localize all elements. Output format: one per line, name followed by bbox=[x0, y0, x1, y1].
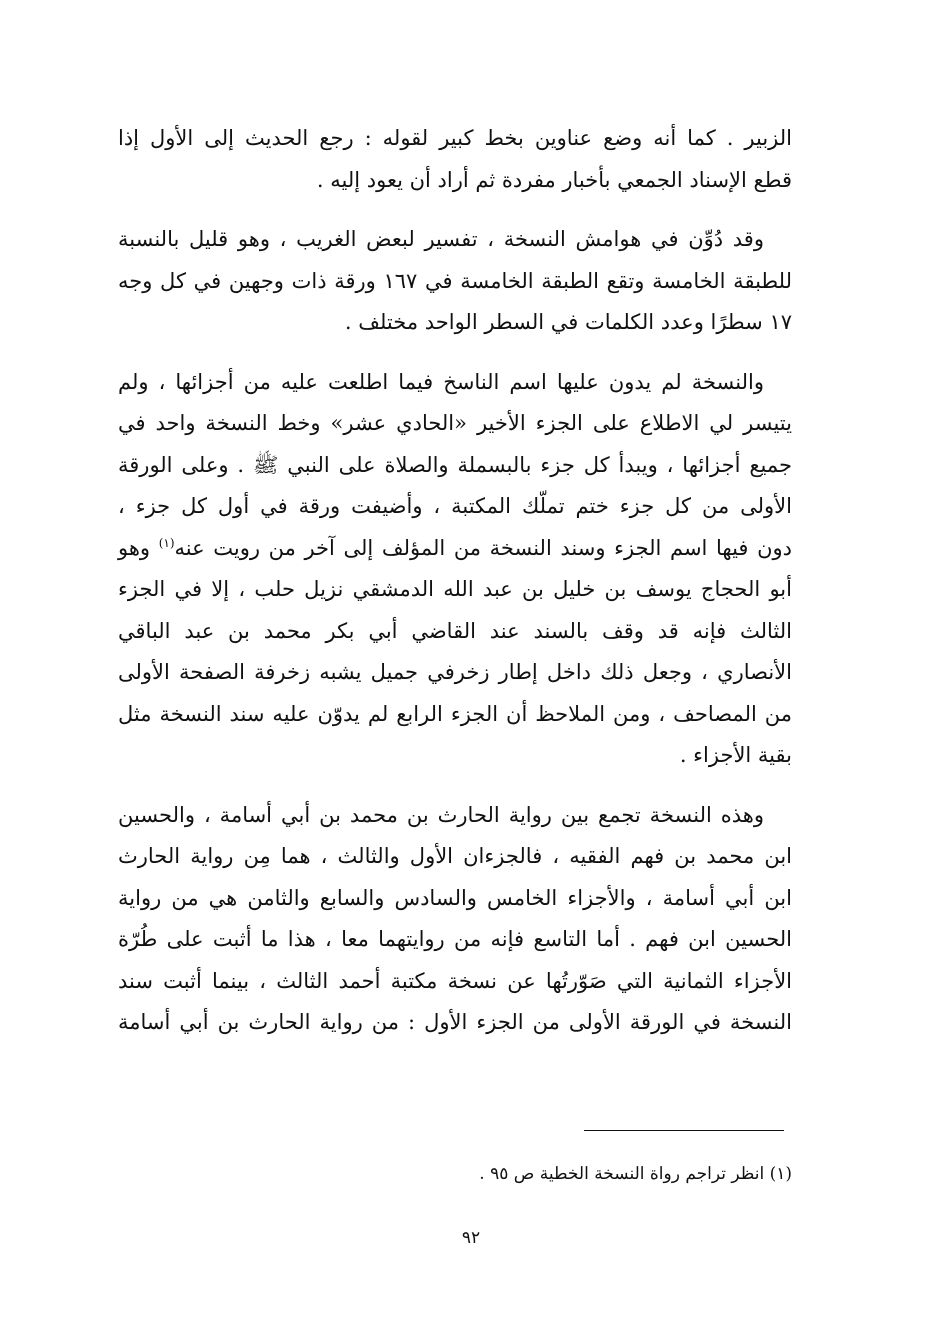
text-line: الأجزاء الثمانية التي صَوّرتُها عن نسخة مكتبة أحمد الثالث ، بينما أثبت سند bbox=[118, 968, 792, 993]
text-line: والنسخة لم يدون عليها اسم الناسخ فيما اطلعت عليه من أجزائها ، ولم bbox=[118, 369, 764, 394]
text-line: الأنصاري ، وجعل ذلك داخل إطار زخرفي جميل يشبه زخرفة الصفحة الأولى bbox=[118, 660, 792, 684]
paragraph-1 bbox=[118, 118, 792, 201]
text-line: أبو الحجاج يوسف بن خليل بن عبد الله الدمشقي نزيل حلب ، إلا في الجزء bbox=[118, 577, 792, 601]
text-line: ابن أبي أسامة ، والأجزاء الخامس والسادس والسابع والثامن هي من رواية bbox=[118, 885, 792, 910]
footnote-marker: (١) bbox=[158, 535, 175, 550]
text-line: ١٧ سطرًا وعدد الكلمات في السطر الواحد مختلف . bbox=[344, 310, 792, 334]
text-line: الثالث فإنه قد وقف بالسند عند القاضي أبي بكر محمد بن عبد الباقي bbox=[118, 618, 792, 643]
text-line: قطع الإسناد الجمعي بأخبار مفردة ثم أراد أن يعود إليه . bbox=[316, 167, 792, 192]
text-line: الزبير . كما أنه وضع عناوين بخط كبير لقوله : رجع الحديث إلى الأول إذا bbox=[118, 126, 792, 150]
text-line: النسخة في الورقة الأولى من الجزء الأول : من رواية الحارث بن أبي أسامة bbox=[118, 1010, 792, 1034]
text-line: الأولى من كل جزء ختم تملّك المكتبة ، وأضيفت ورقة في أول كل جزء ، bbox=[118, 494, 792, 518]
text-line: يتيسر لي الاطلاع على الجزء الأخير «الحادي عشر» وخط النسخة واحد في bbox=[118, 411, 792, 435]
footnote-separator bbox=[584, 1130, 784, 1131]
text-line: جميع أجزائها ، ويبدأ كل جزء بالبسملة والصلاة على النبي ﷺ . وعلى الورقة bbox=[118, 452, 792, 477]
text-line: ابن محمد بن فهم الفقيه ، فالجزءان الأول والثالث ، هما مِن رواية الحارث bbox=[118, 844, 792, 868]
paragraph-4 bbox=[118, 795, 792, 1044]
text-line: من المصاحف ، ومن الملاحظ أن الجزء الرابع لم يدوّن عليه سند النسخة مثل bbox=[118, 701, 792, 726]
text-line: وقد دُوِّن في هوامش النسخة ، تفسير لبعض الغريب ، وهو قليل بالنسبة bbox=[118, 227, 764, 251]
text-segment: وهو bbox=[118, 535, 159, 560]
paragraph-3 bbox=[118, 362, 792, 777]
paragraph-2 bbox=[118, 219, 792, 344]
page-number: ٩٢ bbox=[461, 1228, 481, 1248]
page-body bbox=[118, 118, 792, 1062]
text-line-with-footnote bbox=[118, 528, 792, 570]
text-line: وهذه النسخة تجمع بين رواية الحارث بن محمد بن أبي أسامة ، والحسين bbox=[118, 802, 764, 827]
footnote: (١) انظر تراجم رواة النسخة الخطية ص ٩٥ . bbox=[479, 1164, 792, 1184]
text-line: بقية الأجزاء . bbox=[679, 743, 792, 767]
text-segment: دون فيها اسم الجزء وسند النسخة من المؤلف إلى آخر من رويت عنه bbox=[174, 535, 792, 560]
text-line: الحسين ابن فهم . أما التاسع فإنه من روايتهما معا ، هذا ما أثبت على طُرّة bbox=[118, 927, 792, 951]
text-line: للطبقة الخامسة وتقع الطبقة الخامسة في ١٦٧ ورقة ذات وجهين في كل وجه bbox=[118, 268, 792, 293]
